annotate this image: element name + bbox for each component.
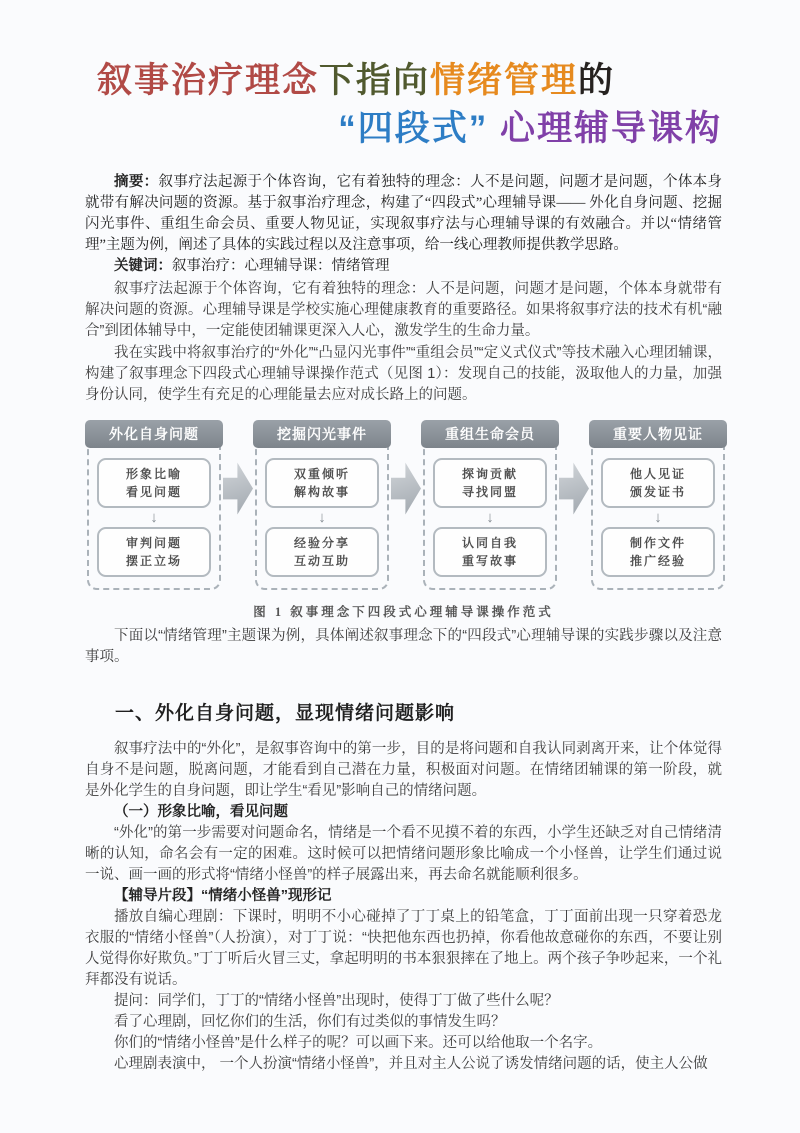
right-arrow-icon (223, 462, 253, 516)
question-line-1: 提问：同学们，丁丁的“情绪小怪兽”出现时，使得丁丁做了些什么呢？ (114, 992, 559, 1009)
closing-line: 心理剧表演中， 一个人扮演“情绪小怪兽”，并且对主人公说了诱发情绪问题的话，使主人公做 (114, 1055, 708, 1072)
figure-stage-column-3 (421, 420, 559, 590)
step-line: 摆正立场 (125, 553, 182, 568)
down-arrow-icon: ↓ (150, 508, 158, 526)
title-line-2 (85, 106, 722, 152)
step-line: 推广经验 (629, 553, 686, 568)
section-1-paragraph-1: 叙事疗法中的“外化”，是叙事咨询中的第一步，目的是将问题和自我认同剥离开来，让个体觉得自身不是问题，脱离问题，才能看到自己潜在力量，积极面对问题。在情绪团辅课的第一阶段，就是外化学生的自身问题，即让学生“看见”影响自己的情绪问题。 (85, 740, 722, 799)
question-line-2: 看了心理剧，回忆你们的生活，你们有过类似的事情发生吗？ (114, 1013, 506, 1030)
stage-step-box (433, 458, 547, 508)
stage-dashed-container (255, 445, 389, 590)
title-line-1 (97, 58, 722, 104)
stage-step-box (601, 527, 715, 577)
title-segment: 心理辅导课构 (488, 109, 722, 149)
subsection-1-paragraph: “外化”的第一步需要对问题命名，情绪是一个看不见摸不着的东西，小学生还缺乏对自己情绪清晰的认知，命名会有一定的困难。这时候可以把情绪问题形象比喻成一个小怪兽，让学生们通过说一说、画一画的形式将“情绪小怪兽”的样子展露出来，再去命名就能顺利很多。 (85, 824, 722, 883)
keywords-text: 叙事治疗：心理辅导课：情绪管理 (172, 258, 390, 275)
step-line: 解构故事 (293, 484, 350, 499)
down-arrow-icon: ↓ (318, 508, 326, 526)
title-segment: 下指向 (319, 61, 431, 100)
step-line: 重写故事 (461, 553, 518, 568)
stage-step-box (97, 527, 211, 577)
title-segment: 的 (578, 61, 616, 100)
step-line: 审判问题 (125, 535, 182, 550)
subsection-1-heading: （一）形象比喻，看见问题 (114, 803, 288, 820)
step-line: 双重倾听 (293, 466, 350, 481)
transition-paragraph: 下面以“情绪管理”主题课为例，具体阐述叙事理念下的“四段式”心理辅导课的实践步骤以及注意事项。 (85, 627, 722, 665)
section-1-heading: 一、外化自身问题，显现情绪问题影响 (115, 702, 456, 724)
figure-flow (85, 420, 722, 590)
title-segment: 叙事治疗理念 (97, 61, 320, 100)
stage-step-box (433, 527, 547, 577)
figure-1 (85, 420, 722, 620)
stage-header: 外化自身问题 (85, 420, 223, 448)
step-line: 看见问题 (125, 484, 182, 499)
figure-stage-column-1 (85, 420, 223, 590)
figure-stage-column-2 (253, 420, 391, 590)
step-line: 探询贡献 (461, 466, 518, 481)
abstract-label: 摘要： (114, 174, 159, 191)
stage-step-box (97, 458, 211, 508)
step-line: 寻找同盟 (461, 484, 518, 499)
counseling-fragment-heading: 【辅导片段】“情绪小怪兽”现形记 (114, 887, 332, 904)
keywords-label: 关键词： (114, 258, 172, 275)
figure-caption: 图 1 叙事理念下四段式心理辅导课操作范式 (253, 604, 554, 619)
step-line: 制作文件 (629, 535, 686, 550)
stage-dashed-container (591, 445, 725, 590)
stage-step-box (601, 458, 715, 508)
stage-dashed-container (423, 445, 557, 590)
psychodrama-paragraph: 播放自编心理剧：下课时，明明不小心碰掉了丁丁桌上的铅笔盒，丁丁面前出现一只穿着恐龙衣服的“情绪小怪兽”（人扮演），对丁丁说：“快把他东西也扔掉，你看他故意碰你的东西，不要让别人觉得你好欺负。”丁丁听后火冒三丈，拿起明明的书本狠狠摔在了地上。两个孩子争吵起来，一个礼拜都没有说话。 (85, 908, 722, 988)
step-line: 经验分享 (293, 535, 350, 550)
keywords-line (85, 256, 722, 277)
title-segment: “四段式” (338, 109, 489, 149)
title-segment: 情绪管理 (430, 61, 579, 100)
stage-step-box (265, 458, 379, 508)
step-line: 颁发证书 (629, 484, 686, 499)
down-arrow-icon: ↓ (486, 508, 494, 526)
article-title (85, 58, 722, 152)
abstract-paragraph (85, 172, 722, 256)
step-line: 互动互助 (293, 553, 350, 568)
stage-dashed-container (87, 445, 221, 590)
figure-stage-column-4 (589, 420, 727, 590)
step-line: 他人见证 (629, 466, 686, 481)
stage-header: 重组生命会员 (421, 420, 559, 448)
intro-paragraph-1: 叙事疗法起源于个体咨询，它有着独特的理念：人不是问题，问题才是问题，个体本身就带有解决问题的资源。心理辅导课是学校实施心理健康教育的重要路径。如果将叙事疗法的技术有机“融合”到团体辅导中，一定能使团辅课更深入人心，激发学生的生命力量。 (85, 281, 722, 340)
stage-step-box (265, 527, 379, 577)
step-line: 形象比喻 (125, 466, 182, 481)
stage-header: 挖掘闪光事件 (253, 420, 391, 448)
stage-header: 重要人物见证 (589, 420, 727, 448)
step-line: 认同自我 (461, 535, 518, 550)
down-arrow-icon: ↓ (654, 508, 662, 526)
question-line-3: 你们的“情绪小怪兽”是什么样子的呢？可以画下来。还可以给他取一个名字。 (114, 1034, 603, 1051)
intro-paragraph-2: 我在实践中将叙事治疗的“外化”“凸显闪光事件”“重组会员”“定义式仪式”等技术融入心理团辅课，构建了叙事理念下四段式心理辅导课操作范式（见图 1）：发现自己的技能，汲取他人的力量，加强身份认同，使学生有充足的心理能量去应对成长路上的问题。 (85, 344, 722, 403)
abstract-block (85, 172, 722, 277)
right-arrow-icon (391, 462, 421, 516)
right-arrow-icon (559, 462, 589, 516)
abstract-text: 叙事疗法起源于个体咨询，它有着独特的理念：人不是问题，问题才是问题，个体本身就带有解决问题的资源。基于叙事治疗理念，构建了“四段式”心理辅导课—— 外化自身问题、挖掘闪光事件、重组生命会员、重要人物见证，实现叙事疗法与心理辅导课的有效融合。并以“情绪管理”主题为例，阐述了具体的实践过程以及注意事项，给一线心理教师提供教学思路。 (85, 174, 722, 254)
